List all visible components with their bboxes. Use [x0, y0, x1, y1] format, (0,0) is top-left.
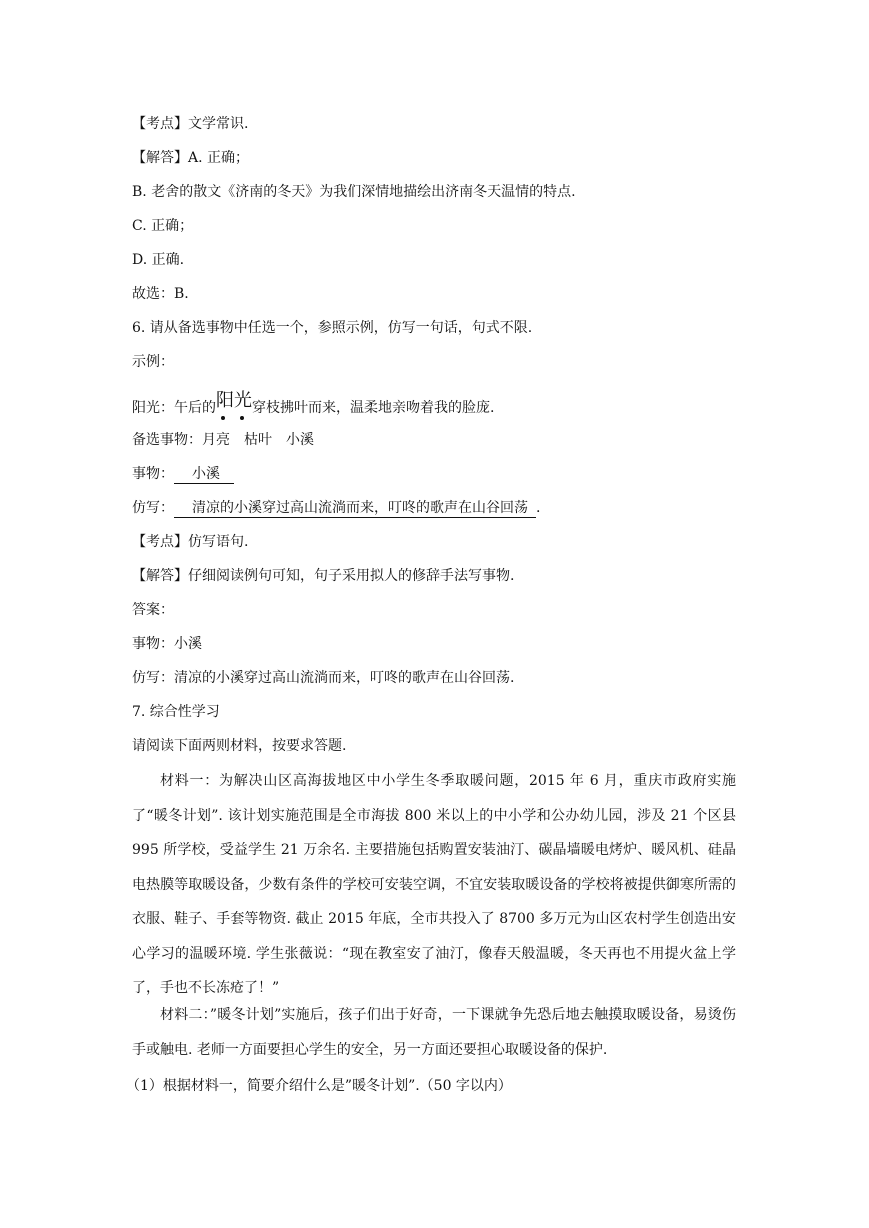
- answer-item: 事物：小溪: [132, 636, 202, 652]
- question-7: 7. 综合性学习: [132, 704, 220, 720]
- candidate-items: 备选事物：月亮 枯叶 小溪: [132, 432, 314, 448]
- jieda-line-a: 【解答】A. 正确；: [132, 150, 250, 166]
- answer-option-c: C. 正确；: [132, 218, 194, 234]
- kaodian-heading-1: 【考点】文学常识.: [132, 116, 249, 132]
- answer-option-d: D. 正确.: [132, 252, 185, 268]
- answer-label: 答案：: [132, 602, 174, 618]
- final-choice: 故选：B.: [132, 286, 189, 302]
- example-sentence: [132, 392, 494, 418]
- sub-question-1: （1）根据材料一，简要介绍什么是”暖冬计划”.（50 字以内）: [126, 1078, 512, 1094]
- emphasized-word: [216, 392, 252, 410]
- material-two: 材料二：”暖冬计划”实施后，孩子们出于好奇，一下课就争先恐后地去触摸取暖设备，易烫伤手或触电. 老师一方面要担心学生的安全，另一方面还要担心取暖设备的保护.: [132, 1007, 736, 1058]
- imitation-answer-line: [132, 498, 540, 518]
- material-one: 材料一：为解决山区高海拔地区中小学生冬季取暖问题，2015 年 6 月，重庆市政府实施了“暖冬计划”. 该计划实施范围是全市海拔 800 米以上的中小学和公办幼儿园，涉及 21 个区县 995 所学校，受益学生 21 万余名. 主要措施包括购置安装油汀、碳晶墙暖电烤炉、暖风机、硅晶电热膜等取暖设备，少数有条件的学校可安装空调，不宜安装取暖设备的学校将被提供御寒所需的衣服、鞋子、手套等物资. 截止 2015 年底，全市共投入了 8700 多万元为山区农村学生创造出安心学习的温暖环境. 学生张薇说：“现在教室安了油汀，像春天般温暖，冬天再也不用提火盆上学了，手也不长冻疮了！”: [132, 773, 736, 996]
- emphasis-dot: [221, 416, 225, 420]
- item-answer-line: [132, 464, 234, 484]
- emphasized-word-text: 阳光: [216, 390, 252, 411]
- reading-instruction: 请阅读下面两则材料，按要求答题.: [132, 738, 347, 754]
- answer-imitation: 仿写：清凉的小溪穿过高山流淌而来，叮咚的歌声在山谷回荡.: [132, 670, 515, 686]
- example-suffix: 穿枝拂叶而来，温柔地亲吻着我的脸庞.: [252, 400, 495, 416]
- imitation-label: 仿写：: [132, 500, 174, 516]
- example-prefix: 阳光：午后的: [132, 400, 216, 416]
- emphasis-dot: [240, 416, 244, 420]
- imitation-end-mark: .: [536, 500, 541, 516]
- kaodian-heading-2: 【考点】仿写语句.: [132, 534, 249, 550]
- item-label: 事物：: [132, 466, 174, 482]
- question-6: 6. 请从备选事物中任选一个，参照示例，仿写一句话，句式不限.: [132, 320, 533, 336]
- jieda-line-2: 【解答】仔细阅读例句可知，句子采用拟人的修辞手法写事物.: [132, 568, 515, 584]
- answer-option-b: B. 老舍的散文《济南的冬天》为我们深情地描绘出济南冬天温情的特点.: [132, 184, 576, 200]
- item-answer-blank: 小溪: [174, 465, 234, 484]
- example-label: 示例：: [132, 354, 174, 370]
- imitation-answer-blank: 清凉的小溪穿过高山流淌而来，叮咚的歌声在山谷回荡: [174, 499, 536, 518]
